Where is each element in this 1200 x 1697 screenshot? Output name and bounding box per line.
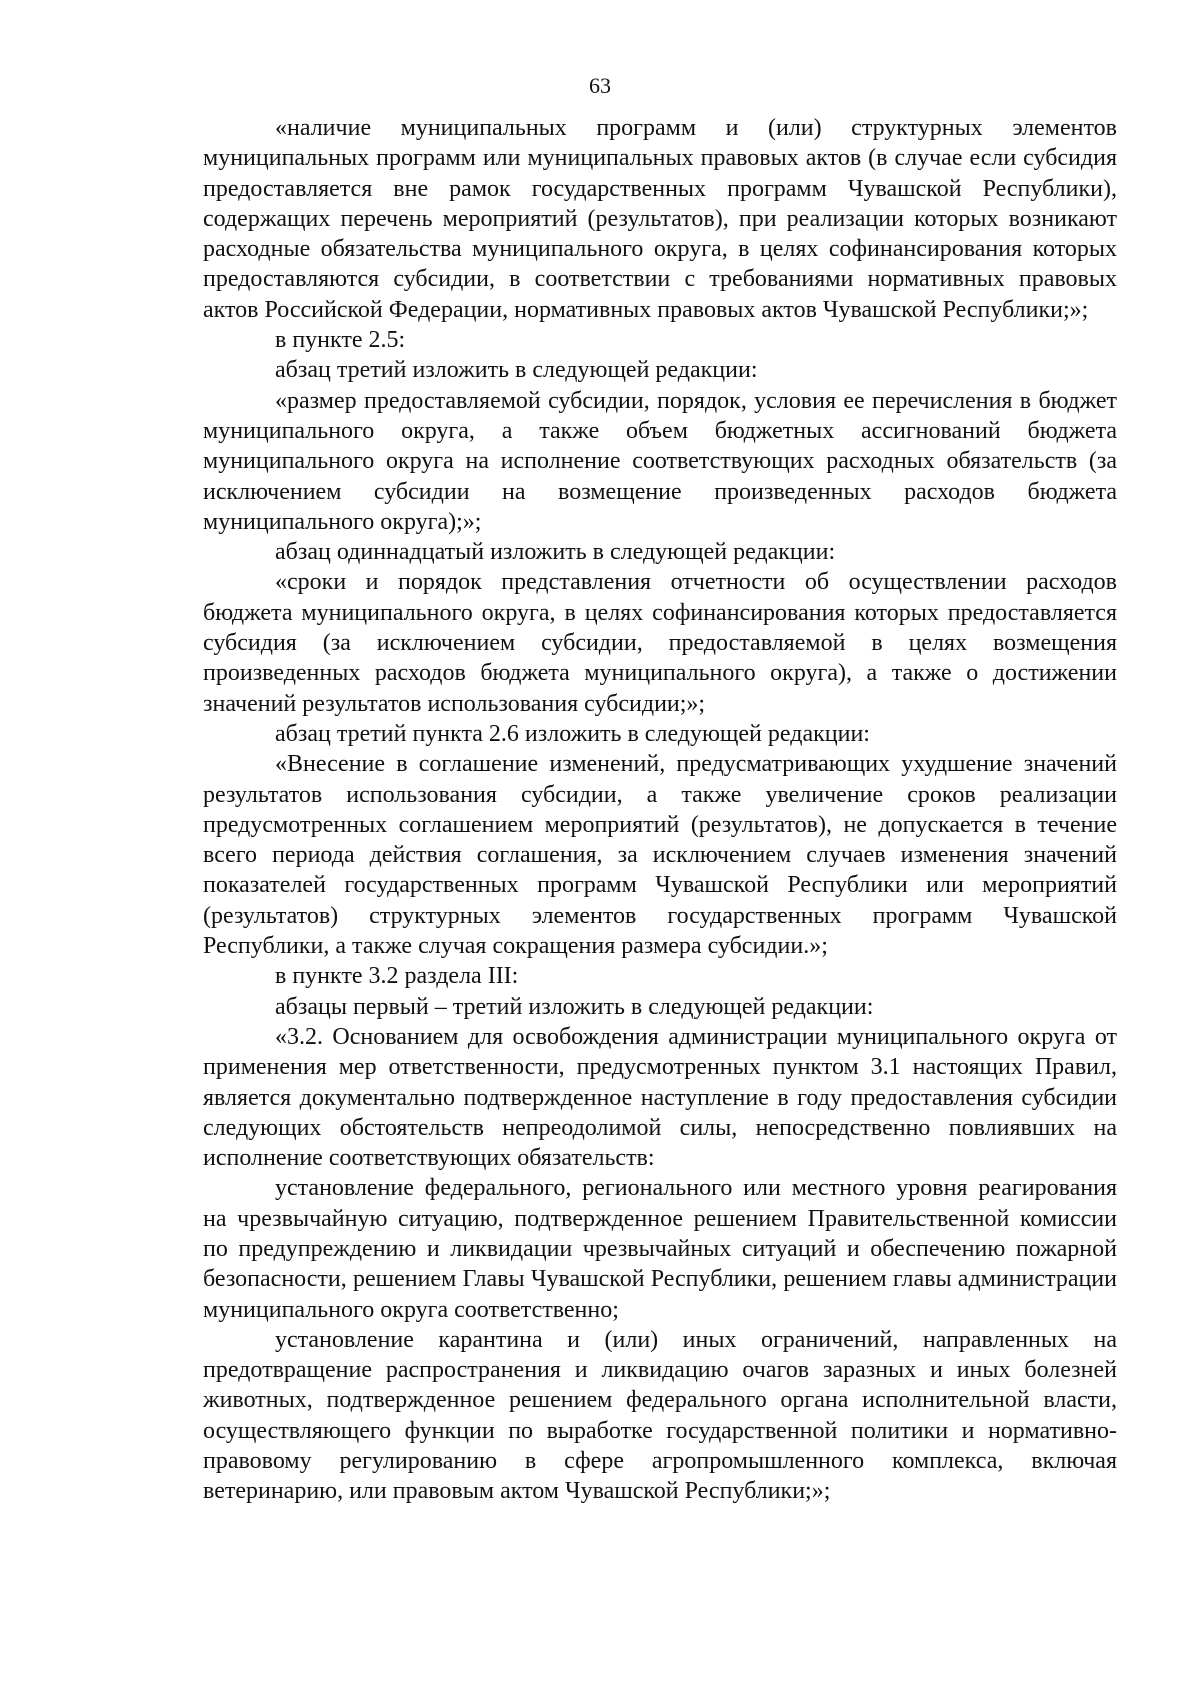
paragraph: установление федерального, регионального или местного уровня реагирования на чрезвычайную ситуацию, подтвержденное решением Правительственной комиссии по предупреждению и ликвидации чрезвычайных ситуаций и обеспечению пожарной безопасности, решением Главы Чувашской Республики, решением главы администрации муниципального округа соответственно; xyxy=(203,1175,1117,1323)
paragraph: в пункте 2.5: xyxy=(275,327,406,354)
paragraph: абзац третий изложить в следующей редакции: xyxy=(275,357,758,384)
document-body xyxy=(203,113,1117,1507)
paragraph: «3.2. Основанием для освобождения администрации муниципального округа от применения мер ответственности, предусмотренных пунктом 3.1 настоящих Правил, является документально подтвержденное наступление в году предоставления субсидии следующих обстоятельств непреодолимой силы, непосредственно повлиявших на исполнение соответствующих обязательств: xyxy=(203,1023,1117,1172)
paragraph: «Внесение в соглашение изменений, предусматривающих ухудшение значений результатов использования субсидии, а также увеличение сроков реализации предусмотренных соглашением мероприятий (результатов), не допускается в течение всего периода действия соглашения, за исключением случаев изменения значений показателей государственных программ Чувашской Республики или мероприятий (результатов) структурных элементов государственных программ Чувашской Республики, а также случая сокращения размера субсидии.»; xyxy=(203,751,1117,960)
paragraph: «наличие муниципальных программ и (или) структурных элементов муниципальных программ или муниципальных правовых актов (в случае если субсидия предоставляется вне рамок государственных программ Чувашской Республики), содержащих перечень мероприятий (результатов), при реализации которых возникают расходные обязательства муниципального округа, в целях софинансирования которых предоставляются субсидии, в соответствии с требованиями нормативных правовых актов Российской Федерации, нормативных правовых актов Чувашской Республики;»; xyxy=(203,115,1117,323)
page-number: 63 xyxy=(589,73,611,98)
paragraph: «размер предоставляемой субсидии, порядок, условия ее перечисления в бюджет муниципального округа, а также объем бюджетных ассигнований бюджета муниципального округа на исполнение соответствующих расходных обязательств (за исключением субсидии на возмещение произведенных расходов бюджета муниципального округа);»; xyxy=(203,387,1117,535)
paragraph: абзацы первый – третий изложить в следующей редакции: xyxy=(275,993,874,1020)
paragraph: в пункте 3.2 раздела III: xyxy=(275,963,519,990)
paragraph: установление карантина и (или) иных ограничений, направленных на предотвращение распространения и ликвидацию очагов заразных и иных болезней животных, подтвержденное решением федерального органа исполнительной власти, осуществляющего функции по выработке государственной политики и нормативно-правовому регулированию в сфере агропромышленного комплекса, включая ветеринарию, или правовым актом Чувашской Республики;»; xyxy=(203,1326,1117,1505)
paragraph: абзац третий пункта 2.6 изложить в следующей редакции: xyxy=(275,720,870,747)
paragraph: «сроки и порядок представления отчетности об осуществлении расходов бюджета муниципального округа, в целях софинансирования которых предоставляется субсидия (за исключением субсидии, предоставляемой в целях возмещения произведенных расходов бюджета муниципального округа), а также о достижении значений результатов использования субсидии;»; xyxy=(203,569,1117,717)
paragraph: абзац одиннадцатый изложить в следующей редакции: xyxy=(275,539,836,566)
